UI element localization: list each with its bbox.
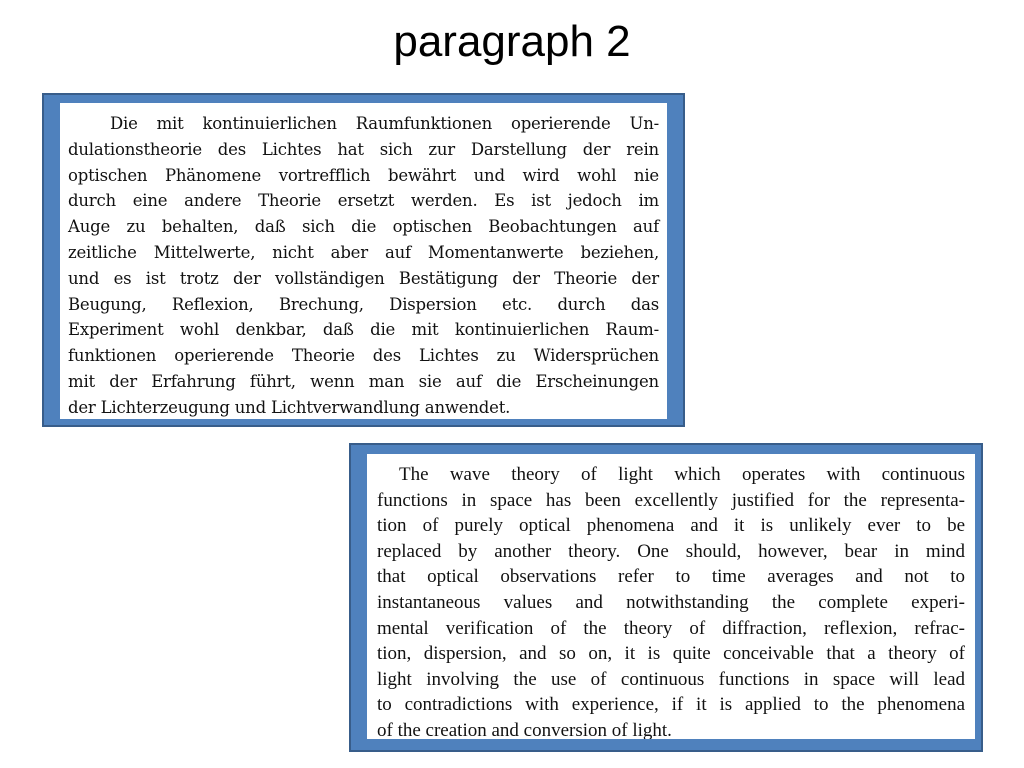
german-line: zeitliche Mittelwerte, nicht aber auf Momentanwerte beziehen, [68, 242, 659, 262]
english-line: The wave theory of light which operates with continuous [399, 464, 965, 485]
english-text-scan [367, 454, 975, 739]
german-line: Die mit kontinuierlichen Raumfunktionen operierende Un- [110, 114, 659, 133]
german-line: durch eine andere Theorie ersetzt werden. Es ist jedoch im [68, 191, 659, 211]
german-text-scan [60, 103, 667, 419]
english-line: of the creation and conversion of light. [377, 719, 672, 739]
english-line: functions in space has been excellently justified for the representa- [377, 489, 965, 511]
german-text-frame [42, 93, 685, 427]
german-line: Beugung, Reflexion, Brechung, Dispersion etc. durch das [68, 294, 659, 314]
english-line: to contradictions with experience, if it is applied to the phenomena [377, 694, 965, 716]
english-line: replaced by another theory. One should, however, bear in mind [377, 540, 965, 562]
english-text-frame [349, 443, 983, 752]
english-line: instantaneous values and notwithstanding the complete experi- [377, 591, 965, 613]
german-line: und es ist trotz der vollständigen Bestätigung der Theorie der [68, 268, 659, 288]
english-line: light involving the use of continuous functions in space will lead [377, 668, 965, 690]
german-line: Auge zu behalten, daß sich die optischen Beobachtungen auf [68, 217, 659, 237]
english-line: that optical observations refer to time averages and not to [377, 566, 965, 588]
slide-title: paragraph 2 [393, 17, 631, 66]
english-line: tion, dispersion, and so on, it is quite conceivable that a theory of [377, 643, 965, 665]
german-line: dulationstheorie des Lichtes hat sich zur Darstellung der rein [68, 139, 659, 159]
german-line: optischen Phänomene vortrefflich bewährt und wird wohl nie [68, 165, 659, 185]
english-line: mental verification of the theory of diffraction, reflexion, refrac- [377, 617, 965, 639]
german-line: funktionen operierende Theorie des Lichtes zu Widersprüchen [68, 346, 659, 366]
german-line: der Lichterzeugung und Lichtverwandlung anwendet. [68, 397, 511, 417]
german-line: Experiment wohl denkbar, daß die mit kontinuierlichen Raum- [68, 320, 659, 340]
english-line: tion of purely optical phenomena and it is unlikely ever to be [377, 515, 965, 537]
german-line: mit der Erfahrung führt, wenn man sie auf die Erscheinungen [68, 371, 659, 391]
